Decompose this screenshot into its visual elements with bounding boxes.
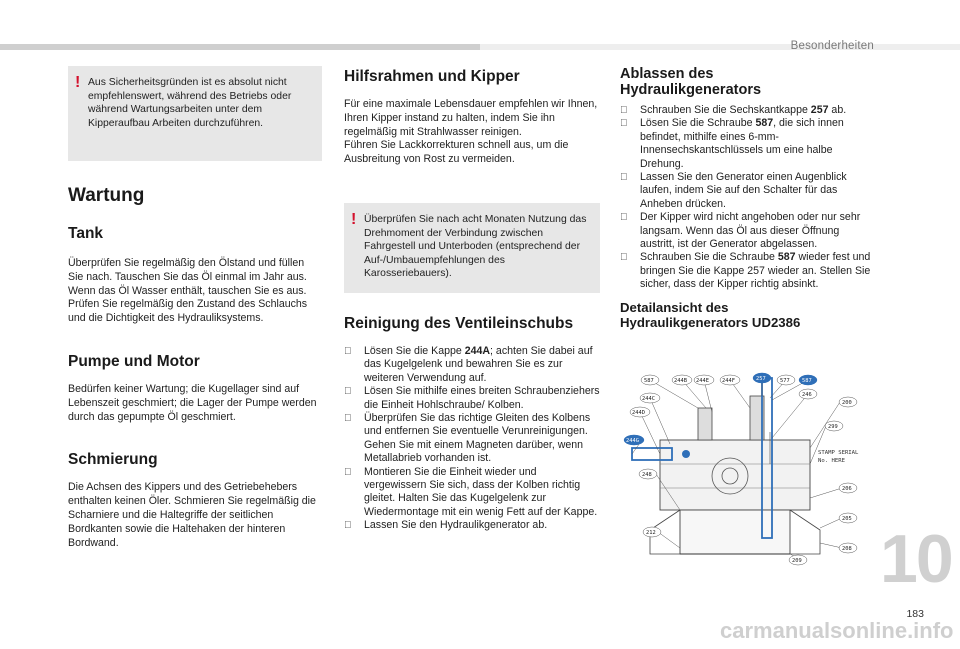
part-label xyxy=(639,469,657,479)
svg-text:587: 587 xyxy=(644,378,654,384)
svg-text:200: 200 xyxy=(842,400,852,406)
list-item: Schrauben Sie die Sechskantkappe 257 ab. xyxy=(620,104,872,117)
svg-text:244C: 244C xyxy=(642,396,655,402)
part-label xyxy=(624,435,644,445)
warning-text: Überprüfen Sie nach acht Monaten Nutzung das Drehmoment der Verbindung zwischen Fahrgestell und Unterboden (entsprechend der Auf-/Umbauempfehlungen des Karosseriebauers). xyxy=(364,213,587,280)
svg-text:209: 209 xyxy=(792,558,802,564)
heading-tank: Tank xyxy=(68,225,104,242)
chapter-title: Besonderheiten xyxy=(790,40,874,52)
list-item: Der Kipper wird nicht angehoben oder nur sehr langsam. Wenn das Öl aus dieser Öffnung austritt, ist der Generator abgelassen. xyxy=(620,211,872,251)
svg-text:244G: 244G xyxy=(626,438,639,444)
heading-pumpe: Pumpe und Motor xyxy=(68,352,200,370)
list-ablassen xyxy=(620,104,872,292)
text-tank: Überprüfen Sie regelmäßig den Ölstand und füllen Sie nach. Tauschen Sie das Öl einmal im Jahr aus. Wenn das Öl Wasser enthält, tauschen Sie es aus. Prüfen Sie regelmäßig den Zustand des Schlauchs und die Dichtigkeit des Hydrauliksystems. xyxy=(68,257,308,325)
part-label xyxy=(777,375,795,385)
list-item: Lassen Sie den Hydraulikgenerator ab. xyxy=(344,519,600,532)
part-label xyxy=(839,397,857,407)
part-label xyxy=(643,527,661,537)
part-label xyxy=(641,375,659,385)
square-bullet-icon xyxy=(344,412,352,425)
list-item: Überprüfen Sie das richtige Gleiten des Kolbens und entfernen Sie eventuelle Verunreinigungen. Gehen Sie mit einem Magneten darüber, wenn Metallabrieb vorhanden ist. xyxy=(344,412,600,466)
square-bullet-icon xyxy=(344,345,352,358)
warning-box-safety xyxy=(68,66,322,161)
heading-detail: Detailansicht des Hydraulikgenerators UD2386 xyxy=(620,299,801,330)
text-hilfsrahmen-1: Für eine maximale Lebensdauer empfehlen wir Ihnen, Ihren Kipper instand zu halten, indem Sie ihn regelmäßig mit Strahlwasser reinigen. xyxy=(344,98,598,138)
section-title: Wartung xyxy=(68,185,145,206)
heading-schmierung: Schmierung xyxy=(68,451,158,469)
svg-text:208: 208 xyxy=(842,546,852,552)
part-label xyxy=(839,483,857,493)
progress-bar-fill xyxy=(0,44,480,50)
square-bullet-icon xyxy=(344,519,352,532)
list-item: Lösen Sie mithilfe eines breiten Schraubenziehers die Einheit Hohlschraube/ Kolben. xyxy=(344,385,600,412)
svg-text:212: 212 xyxy=(646,530,656,536)
part-label xyxy=(789,555,807,565)
svg-text:246: 246 xyxy=(802,392,812,398)
svg-text:244F: 244F xyxy=(722,378,735,384)
list-item: Lösen Sie die Schraube 587, die sich innen befindet, mithilfe eines 6-mm-Innensechskantschlüssels um eine halbe Drehung. xyxy=(620,117,872,171)
svg-text:577: 577 xyxy=(780,378,790,384)
part-label xyxy=(799,389,817,399)
list-item: Lösen Sie die Kappe 244A; achten Sie dabei auf das Kugelgelenk und bewahren Sie es zur weiteren Verwendung auf. xyxy=(344,345,600,385)
column-3 xyxy=(620,66,872,330)
svg-text:257: 257 xyxy=(756,376,766,382)
square-bullet-icon xyxy=(620,251,628,264)
watermark: carmanualsonline.info xyxy=(720,618,954,643)
svg-text:244B: 244B xyxy=(674,378,687,384)
square-bullet-icon xyxy=(620,211,628,224)
svg-text:206: 206 xyxy=(842,486,852,492)
square-bullet-icon xyxy=(344,466,352,479)
hydraulic-generator-diagram xyxy=(620,368,878,578)
square-bullet-icon xyxy=(620,104,628,117)
heading-ablassen: Ablassen des Hydraulikgenerators xyxy=(620,66,762,98)
text-pumpe: Bedürfen keiner Wartung; die Kugellager sind auf Lebenszeit geschmiert; die Lager der Pumpe werden durch das gepumpte Öl geschmiert. xyxy=(68,382,317,423)
part-label xyxy=(839,543,857,553)
svg-text:205: 205 xyxy=(842,516,852,522)
exclamation-icon: ! xyxy=(351,210,357,228)
svg-text:248: 248 xyxy=(642,472,652,478)
part-label xyxy=(799,375,817,385)
square-bullet-icon xyxy=(620,171,628,184)
chapter-number: 10 xyxy=(880,521,952,597)
svg-text:587: 587 xyxy=(802,378,812,384)
square-bullet-icon xyxy=(344,385,352,398)
stamp-text: No. HERE xyxy=(818,458,845,464)
part-label xyxy=(720,375,740,385)
exclamation-icon: ! xyxy=(75,74,81,91)
part-label xyxy=(694,375,714,385)
svg-text:244D: 244D xyxy=(632,410,645,416)
text-hilfsrahmen-2: Führen Sie Lackkorrekturen schnell aus, um die Ausbreitung von Rost zu vermeiden. xyxy=(344,139,569,166)
list-item: Montieren Sie die Einheit wieder und vergewissern Sie sich, dass der Kolben richtig gleitet. Halten Sie das Kugelgelenk zur Wiedermontage mit ein wenig Fett auf der Kappe. xyxy=(344,466,600,520)
part-label xyxy=(753,373,771,383)
square-bullet-icon xyxy=(620,117,628,130)
part-label xyxy=(672,375,692,385)
text-schmierung: Die Achsen des Kippers und des Getriebehebers enthalten keinen Öler. Schmieren Sie regelmäßig die Scharniere und die Haltegriffe der seitlichen Bordkanten sowie die Haltehaken der hinteren Bordwand. xyxy=(68,481,316,549)
list-reinigung xyxy=(344,345,600,533)
part-label xyxy=(640,393,660,403)
part-label xyxy=(839,513,857,523)
part-label xyxy=(630,407,650,417)
warning-box-torque xyxy=(344,203,600,293)
column-2 xyxy=(344,66,600,533)
page-number: 183 xyxy=(906,608,924,620)
heading-hilfsrahmen: Hilfsrahmen und Kipper xyxy=(344,68,520,85)
list-item: Lassen Sie den Generator einen Augenblick laufen, indem Sie auf den Schalter für das Anheben drücken. xyxy=(620,171,872,211)
column-1 xyxy=(68,66,322,550)
part-label xyxy=(825,421,843,431)
stamp-text: STAMP SERIAL xyxy=(818,450,859,456)
svg-text:299: 299 xyxy=(828,424,838,430)
svg-text:244E: 244E xyxy=(696,378,709,384)
list-item: Schrauben Sie die Schraube 587 wieder fest und bringen Sie die Kappe 257 wieder an. Stellen Sie sicher, dass der Kipper richtig absinkt. xyxy=(620,251,872,291)
warning-text: Aus Sicherheitsgründen ist es absolut nicht empfehlenswert, während des Betriebs oder während Wartungsarbeiten unter dem Kipperaufbau Arbeiten durchzuführen. xyxy=(88,77,292,129)
heading-reinigung: Reinigung des Ventileinschubs xyxy=(344,314,574,332)
